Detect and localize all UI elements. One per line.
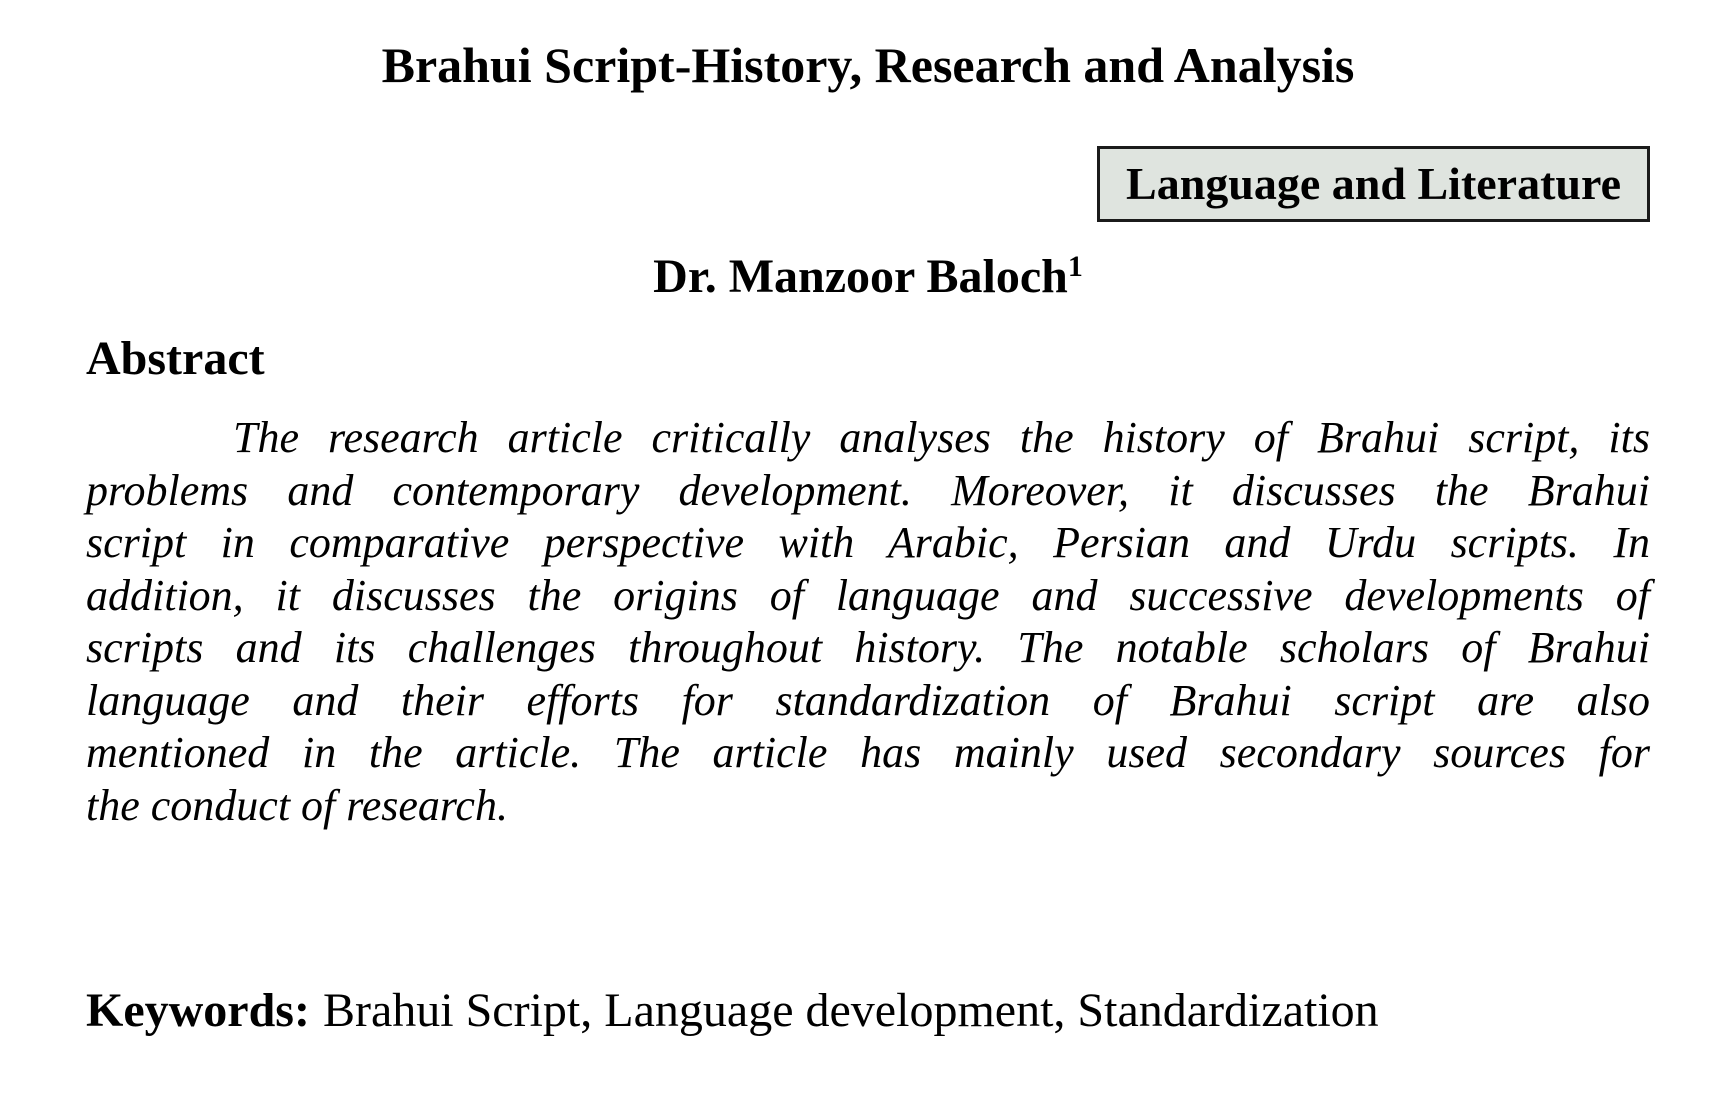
- abstract-line: script in comparative perspective with Arabic, Persian and Urdu scripts. In: [86, 518, 1650, 567]
- abstract-line: problems and contemporary development. Moreover, it discusses the Brahui: [86, 465, 1650, 515]
- abstract-line: The research article critically analyses the history of Brahui script, its: [233, 413, 1650, 462]
- keywords-line: [86, 982, 1650, 1040]
- author-name: Dr. Manzoor Baloch: [653, 250, 1068, 303]
- abstract-line: mentioned in the article. The article has mainly used secondary sources for: [86, 728, 1650, 777]
- abstract-line: language and their efforts for standardization of Brahui script are also: [86, 675, 1650, 725]
- abstract-paragraph: [86, 412, 1650, 832]
- author-line: [86, 246, 1650, 308]
- category-badge-row: [86, 146, 1650, 222]
- category-badge: Language and Literature: [1097, 146, 1650, 222]
- abstract-line: scripts and its challenges throughout history. The notable scholars of Brahui: [86, 623, 1650, 672]
- page-title: Brahui Script-History, Research and Analysis: [381, 37, 1355, 93]
- keywords-label: Keywords:: [86, 984, 310, 1037]
- abstract-line: the conduct of research.: [86, 780, 508, 830]
- author-footnote-marker: 1: [1067, 249, 1083, 283]
- keywords-values: Brahui Script, Language development, Standardization: [322, 984, 1379, 1037]
- abstract-heading: Abstract: [86, 332, 265, 385]
- abstract-line: addition, it discusses the origins of language and successive developments of: [86, 570, 1650, 620]
